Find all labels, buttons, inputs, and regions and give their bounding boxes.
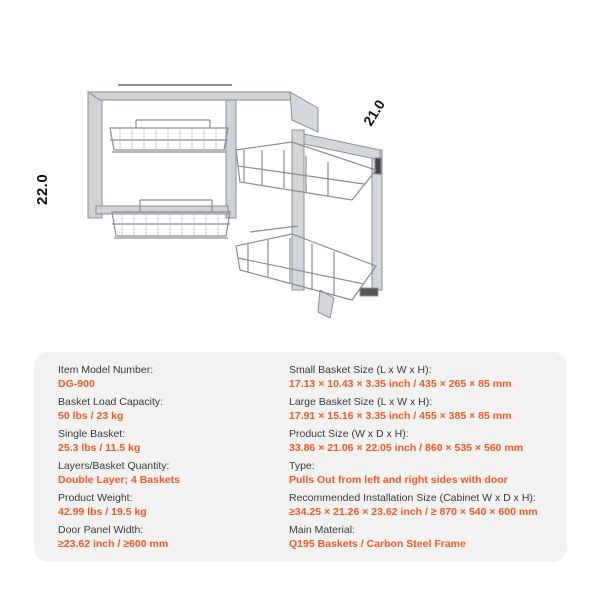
spec-value: 42.99 lbs / 19.5 kg	[58, 506, 147, 518]
spec-item-model	[58, 364, 268, 396]
lower-right-basket	[236, 226, 376, 300]
wire-hatching	[120, 128, 218, 236]
spec-value: DG-900	[58, 378, 95, 390]
spec-product-weight	[58, 492, 268, 524]
spec-value: Double Layer; 4 Baskets	[58, 474, 180, 486]
spec-load-capacity	[58, 396, 268, 428]
left-frame	[88, 92, 300, 218]
spec-column-right	[289, 364, 559, 556]
spec-label: Small Basket Size (L x W x H):	[289, 364, 432, 376]
spec-label: Large Basket Size (L x W x H):	[289, 396, 433, 408]
spec-label: Single Basket:	[58, 428, 126, 440]
spec-label: Product Size (W x D x H):	[289, 428, 409, 440]
upper-left-basket	[110, 120, 228, 152]
spec-value: 33.86 × 21.06 × 22.05 inch / 860 × 535 × 560 mm	[289, 442, 524, 454]
spec-label: Type:	[289, 460, 315, 472]
specification-panel	[34, 352, 567, 562]
spec-value: 17.91 × 15.16 × 3.35 inch / 455 × 385 × 85 mm	[289, 410, 512, 422]
spec-type	[289, 460, 559, 492]
spec-label: Main Material:	[289, 524, 355, 536]
spec-label: Door Panel Width:	[58, 524, 144, 536]
spec-product-size	[289, 428, 559, 460]
depth-dimension-label: 21.0	[360, 96, 389, 129]
spec-label: Basket Load Capacity:	[58, 396, 164, 408]
spec-value: Q195 Baskets / Carbon Steel Frame	[289, 538, 466, 550]
spec-label: Layers/Basket Quantity:	[58, 460, 170, 472]
spec-single-basket	[58, 428, 268, 460]
spec-value: 17.13 × 10.43 × 3.35 inch / 435 × 265 × 85 mm	[289, 378, 512, 390]
spec-label: Recommended Installation Size (Cabinet W x D x H):	[289, 492, 536, 504]
spec-label: Product Weight:	[58, 492, 133, 504]
spec-label: Item Model Number:	[58, 364, 154, 376]
spec-value: ≥23.62 inch / ≥600 mm	[58, 538, 169, 550]
spec-door-panel-width	[58, 524, 268, 556]
spec-value: 25.3 lbs / 11.5 kg	[58, 442, 141, 454]
spec-value: Pulls Out from left and right sides with door	[289, 474, 508, 486]
spec-layers	[58, 460, 268, 492]
spec-value: ≥34.25 × 21.26 × 23.62 inch / ≥ 870 × 540 × 600 mm	[289, 506, 538, 518]
right-frame	[290, 92, 382, 318]
spec-small-basket-size	[289, 364, 559, 396]
height-dimension-label: 22.0	[34, 173, 51, 205]
spec-column-left	[58, 364, 268, 556]
spec-value: 50 lbs / 23 kg	[58, 410, 124, 422]
spec-installation-size	[289, 492, 559, 524]
spec-main-material	[289, 524, 559, 556]
spec-large-basket-size	[289, 396, 559, 428]
